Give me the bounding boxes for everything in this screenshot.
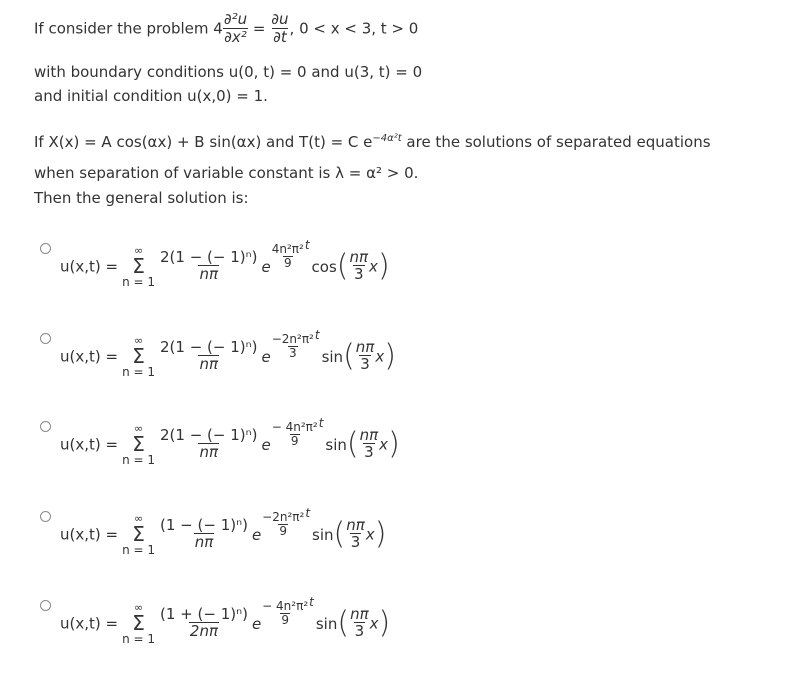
- paren-close: ): [377, 248, 390, 284]
- exponent-den: 9: [290, 433, 299, 448]
- trig-function: sin: [315, 614, 338, 633]
- option-lhs: u(x,t) =: [60, 614, 119, 633]
- answer-option-1[interactable]: [60, 238, 390, 288]
- sigma-icon: Σ: [132, 343, 145, 368]
- paren-close: ): [384, 338, 396, 374]
- trig-function: cos: [311, 257, 337, 276]
- answer-radio-1[interactable]: [40, 243, 51, 254]
- summation: [122, 511, 156, 557]
- coefficient-num: 2(1 − (− 1)ⁿ): [160, 425, 258, 444]
- sum-upper: ∞: [133, 333, 144, 347]
- pde-rhs-num: ∂u: [271, 10, 289, 28]
- exponent-den: 9: [283, 255, 292, 270]
- coefficient-den: nπ: [199, 355, 219, 374]
- separation-text-b: are the solutions of separated equations: [401, 133, 711, 151]
- argument-den: 3: [360, 355, 370, 374]
- exp-base: e: [261, 435, 271, 454]
- coefficient-den: nπ: [199, 443, 219, 462]
- argument-num: nπ: [350, 604, 369, 623]
- option-lhs: u(x,t) =: [60, 347, 119, 366]
- exponent-fraction: [271, 333, 315, 360]
- paren-close: ): [378, 605, 391, 641]
- argument-fraction: [349, 247, 370, 284]
- exponent-num: − 4n²π²: [262, 599, 309, 613]
- exp-base: e: [251, 614, 262, 633]
- exponent-fraction: [261, 600, 309, 627]
- answer-option-3[interactable]: [60, 416, 400, 466]
- argument-num: nπ: [346, 515, 365, 534]
- boundary-conditions: with boundary conditions u(0, t) = 0 and u(3, t) = 0: [34, 63, 423, 81]
- argument-x: x: [365, 525, 375, 544]
- argument-fraction: [345, 515, 366, 552]
- answer-option-2[interactable]: [60, 328, 396, 378]
- argument-den: 3: [354, 265, 364, 284]
- sigma-icon: Σ: [132, 521, 145, 546]
- paren-open: (: [337, 605, 350, 641]
- separation-exponent: −4α²t: [372, 133, 402, 144]
- exp-base: e: [251, 525, 262, 544]
- argument-num: nπ: [349, 247, 369, 266]
- pde-rhs-den: ∂t: [273, 27, 287, 46]
- argument-x: x: [369, 614, 379, 633]
- sigma-icon: Σ: [132, 610, 145, 635]
- coefficient-num: 2(1 − (− 1)ⁿ): [160, 337, 258, 356]
- option-lhs: u(x,t) =: [60, 257, 119, 276]
- sigma-icon: Σ: [132, 253, 145, 278]
- exponent-den: 9: [279, 523, 288, 538]
- exponent-fraction: [271, 243, 305, 270]
- problem-statement: [34, 12, 418, 46]
- pde-equals: =: [252, 19, 266, 38]
- paren-open: (: [333, 516, 346, 552]
- answer-option-4[interactable]: [60, 506, 386, 556]
- coefficient-num: 2(1 − (− 1)ⁿ): [160, 247, 258, 266]
- coefficient-num: (1 + (− 1)ⁿ): [160, 604, 248, 623]
- coefficient-fraction: [159, 604, 249, 641]
- separation-line-2: when separation of variable constant is λ = α² > 0.: [34, 164, 419, 182]
- pde-domain: , 0 < x < 3, t > 0: [289, 19, 419, 38]
- answer-radio-2[interactable]: [40, 333, 51, 344]
- coefficient-den: nπ: [194, 533, 214, 552]
- problem-intro: If consider the problem 4: [34, 19, 223, 38]
- exponent-t: t: [305, 506, 311, 520]
- initial-condition: and initial condition u(x,0) = 1.: [34, 87, 268, 105]
- exponent-num: − 4n²π²: [271, 420, 318, 434]
- coefficient-num: (1 − (− 1)ⁿ): [160, 515, 248, 534]
- summation: [122, 421, 156, 467]
- exponent-fraction: [271, 421, 319, 448]
- coefficient-den: 2nπ: [189, 622, 219, 641]
- exponent-num: −2n²π²: [271, 332, 314, 346]
- separation-text-a: If X(x) = A cos(αx) + B sin(αx) and T(t) = C e: [34, 133, 373, 151]
- sum-lower: n = 1: [122, 542, 156, 557]
- option-lhs: u(x,t) =: [60, 435, 119, 454]
- answer-radio-3[interactable]: [40, 421, 51, 432]
- paren-close: ): [374, 516, 387, 552]
- argument-num: nπ: [355, 337, 375, 356]
- answer-radio-5[interactable]: [40, 600, 51, 611]
- argument-fraction: [359, 425, 380, 462]
- answer-radio-4[interactable]: [40, 511, 51, 522]
- argument-x: x: [369, 257, 378, 276]
- exponent-num: 4n²π²: [271, 242, 304, 256]
- paren-close: ): [388, 426, 400, 462]
- pde-lhs-num: ∂²u: [223, 10, 248, 28]
- summation: [122, 600, 156, 646]
- exponent-t: t: [314, 328, 320, 342]
- coefficient-fraction: [159, 247, 258, 284]
- argument-den: 3: [350, 533, 361, 552]
- argument-den: 3: [354, 622, 365, 641]
- trig-function: sin: [321, 347, 344, 366]
- sum-upper: ∞: [133, 511, 144, 525]
- pde-lhs-fraction: [223, 12, 248, 46]
- sigma-icon: Σ: [132, 431, 145, 456]
- summation: [122, 243, 156, 289]
- separation-line-1: [34, 133, 711, 151]
- argument-x: x: [379, 435, 389, 454]
- argument-den: 3: [364, 443, 374, 462]
- exponent-den: 9: [281, 612, 289, 627]
- coefficient-fraction: [159, 337, 258, 374]
- option-lhs: u(x,t) =: [60, 525, 119, 544]
- sum-lower: n = 1: [122, 631, 156, 646]
- trig-function: sin: [312, 525, 334, 544]
- exponent-num: −2n²π²: [262, 510, 305, 524]
- argument-fraction: [355, 337, 376, 374]
- exponent-fraction: [261, 511, 305, 538]
- summation: [122, 333, 156, 379]
- exponent-t: t: [318, 416, 324, 430]
- sum-upper: ∞: [133, 421, 144, 435]
- exponent-den: 3: [288, 345, 297, 360]
- exp-base: e: [261, 347, 271, 366]
- answer-option-5[interactable]: [60, 595, 390, 645]
- exponent-t: t: [304, 238, 310, 252]
- argument-x: x: [375, 347, 385, 366]
- sum-upper: ∞: [133, 243, 144, 257]
- sum-lower: n = 1: [122, 364, 156, 379]
- pde-rhs-fraction: [270, 12, 289, 46]
- pde-lhs-den: ∂x²: [224, 27, 247, 46]
- argument-fraction: [349, 604, 370, 641]
- trig-function: sin: [325, 435, 347, 454]
- exp-base: e: [261, 257, 271, 276]
- argument-num: nπ: [359, 425, 379, 444]
- paren-open: (: [336, 248, 349, 284]
- sum-lower: n = 1: [122, 274, 156, 289]
- paren-open: (: [343, 338, 355, 374]
- sum-upper: ∞: [133, 600, 144, 614]
- paren-open: (: [346, 426, 359, 462]
- separation-line-3: Then the general solution is:: [34, 189, 249, 207]
- coefficient-den: nπ: [199, 265, 219, 284]
- sum-lower: n = 1: [122, 452, 156, 467]
- coefficient-fraction: [159, 515, 249, 552]
- coefficient-fraction: [159, 425, 258, 462]
- exponent-t: t: [309, 595, 314, 609]
